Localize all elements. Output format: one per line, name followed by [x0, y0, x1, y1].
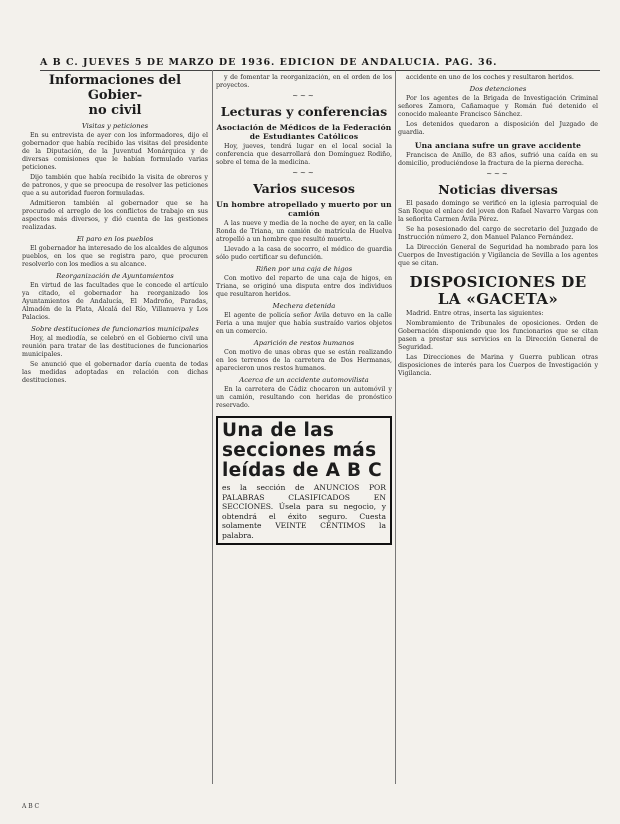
subheading-reorganizacion: Reorganización de Ayuntamientos [56, 271, 174, 280]
paragraph: Francisca de Anillo, de 83 años, sufrió una caída en su domicilio, produciéndose la fractura de la pierna derecha. [398, 152, 598, 167]
page-header: A B C. JUEVES 5 DE MARZO DE 1936. EDICION DE ANDALUCIA. PAG. 36. [40, 57, 600, 71]
section-title-noticias: Noticias diversas [438, 182, 558, 197]
paragraph: Con motivo de unas obras que se están realizando en los terrenos de la carretera de Dos Hermanas, aparecieron unos restos humanos. [216, 349, 392, 372]
subheading-destituciones: Sobre destituciones de funcionarios municipales [31, 324, 199, 333]
paragraph: Hoy, jueves, tendrá lugar en el local social la conferencia que desarrollará don Domínguez Rodiño, sobre el tema de la medicina. [216, 143, 392, 166]
paragraph: y de fomentar la reorganización, en el orden de los proyectos. [216, 74, 392, 89]
subheading-accidente: Acerca de un accidente automovilista [239, 376, 369, 384]
column-3 [398, 74, 598, 794]
paragraph: En su entrevista de ayer con los informadores, dijo el gobernador que había recibido las visitas del presidente de la Diputación, de la Juventud Monárquica y de diversas comisiones que le habían formulado varias peticiones. [22, 131, 208, 171]
ornament-divider: ~~~ [292, 92, 316, 100]
paragraph: La Dirección General de Seguridad ha nombrado para los Cuerpos de Investigación y Vigilancia de Sevilla a los agentes que se citan. [398, 244, 598, 267]
paragraph: Por los agentes de la Brigada de Investigación Criminal señores Zamora, Cañamaque y Román fué detenido el conocido maleante Francisco Sánchez. [398, 95, 598, 118]
classified-ad-box [216, 416, 392, 545]
subheading-higos: Riñen por una caja de higos [255, 265, 353, 273]
ornament-divider: ~~~ [486, 170, 510, 178]
ad-title: Una de las secciones más leídas de A B C [222, 420, 383, 481]
paragraph: Admitieron también al gobernador que se ha procurado el arreglo de los conflictos de trabajo en sus aspectos más diversos, y dió cuenta de las gestiones realizadas. [22, 199, 208, 231]
paragraph: Hoy, al mediodía, se celebró en el Gobierno civil una reunión para tratar de las destituciones de funcionarios municipales. [22, 334, 208, 358]
subheading-visitas: Visitas y peticiones [81, 121, 149, 130]
section-title-sucesos: Varios sucesos [253, 181, 355, 196]
subheading-restos: Aparición de restos humanos [253, 339, 355, 347]
paragraph: El pasado domingo se verificó en la iglesia parroquial de San Roque el enlace del joven don Rafael Navarro Vargas con la señorita Carmen Ávila Pérez. [398, 200, 598, 223]
paragraph: Los detenidos quedaron a disposición del Juzgado de guardia. [398, 121, 598, 136]
paragraph: Dijo también que había recibido la visita de obreros y de patronos, y que se preocupa de resolver las peticiones que a su autoridad fueron formuladas. [22, 173, 208, 197]
paragraph: El gobernador ha interesado de los alcaldes de algunos pueblos, en los que se registra paro, que procuren resolverlo con los medios a su alcance. [22, 244, 208, 268]
subheading-asociacion: Asociación de Médicos de la Federación de Estudiantes Católicos [216, 123, 392, 141]
paragraph: En virtud de las facultades que le concede el artículo ya citado, el gobernador ha reorganizado los Ayuntamientos de Andalucía, El Madroño, Paradas, Almadén de la Plata, Alcalá del Río, Villanueva y Los Palacios. [22, 281, 208, 321]
subheading-atropellado: Un hombre atropellado y muerto por un camión [216, 200, 392, 218]
paragraph: Se ha posesionado del cargo de secretario del Juzgado de Instrucción número 2, don Manuel Palanco Fernández. [398, 226, 598, 241]
paragraph: El agente de policía señor Ávila detuvo en la calle Feria a una mujer que había sustraído varios objetos en un comercio. [216, 312, 392, 335]
column-2 [216, 74, 392, 794]
subheading-mechera: Mechera detenida [272, 302, 336, 310]
paragraph: Con motivo del reparto de una caja de higos, en Triana, se originó una disputa entre dos individuos que resultaron heridos. [216, 275, 392, 298]
paragraph: accidente en uno de los coches y resultaron heridos. [406, 74, 574, 81]
column-divider-2 [395, 70, 396, 784]
paragraph: Nombramiento de Tribunales de oposiciones. Orden de Gobernación disponiendo que los funcionarios que se citan pasen a prestar sus servicios en la Dirección General de Seguridad. [398, 320, 598, 351]
article-title-gobierno-civil [22, 74, 208, 119]
paragraph: Madrid. Entre otras, inserta las siguientes: [406, 310, 544, 317]
ad-body: es la sección de ANUNCIOS POR PALABRAS CLASIFICADOS EN SECCIONES. Úsela para su negocio, y obtendrá el éxito seguro. Cuesta solamente VEINTE CÉNTIMOS la palabra. [222, 483, 386, 540]
paragraph: A las nueve y media de la noche de ayer, en la calle Ronda de Triana, un camión de matrícula de Huelva atropelló a un hombre que resultó muerto. [216, 220, 392, 243]
footer-mark: A B C [22, 803, 40, 810]
paragraph: Las Direcciones de Marina y Guerra publican otras disposiciones de interés para los Cuerpos de Investigación y Vigilancia. [398, 354, 598, 377]
subheading-detenciones: Dos detenciones [469, 85, 527, 93]
section-title-lecturas: Lecturas y conferencias [220, 104, 388, 119]
ornament-divider: ~~~ [292, 169, 316, 177]
subheading-paro: El paro en los pueblos [76, 234, 154, 243]
title-line-2: no civil [88, 102, 142, 118]
column-1 [22, 74, 208, 794]
subheading-anciana: Una anciana sufre un grave accidente [414, 141, 582, 150]
section-title-gaceta: DISPOSICIONES DE LA «GACETA» [409, 273, 587, 308]
title-line-1: Informaciones del Gobier- [48, 74, 182, 103]
paragraph: Se anunció que el gobernador daría cuenta de todas las medidas adoptadas en relación con dichas destituciones. [22, 360, 208, 384]
paragraph: En la carretera de Cádiz chocaron un automóvil y un camión, resultando con heridas de pronóstico reservado. [216, 386, 392, 409]
column-divider-1 [212, 70, 213, 784]
paragraph: Llevado a la casa de socorro, el médico de guardia sólo pudo certificar su defunción. [216, 246, 392, 261]
